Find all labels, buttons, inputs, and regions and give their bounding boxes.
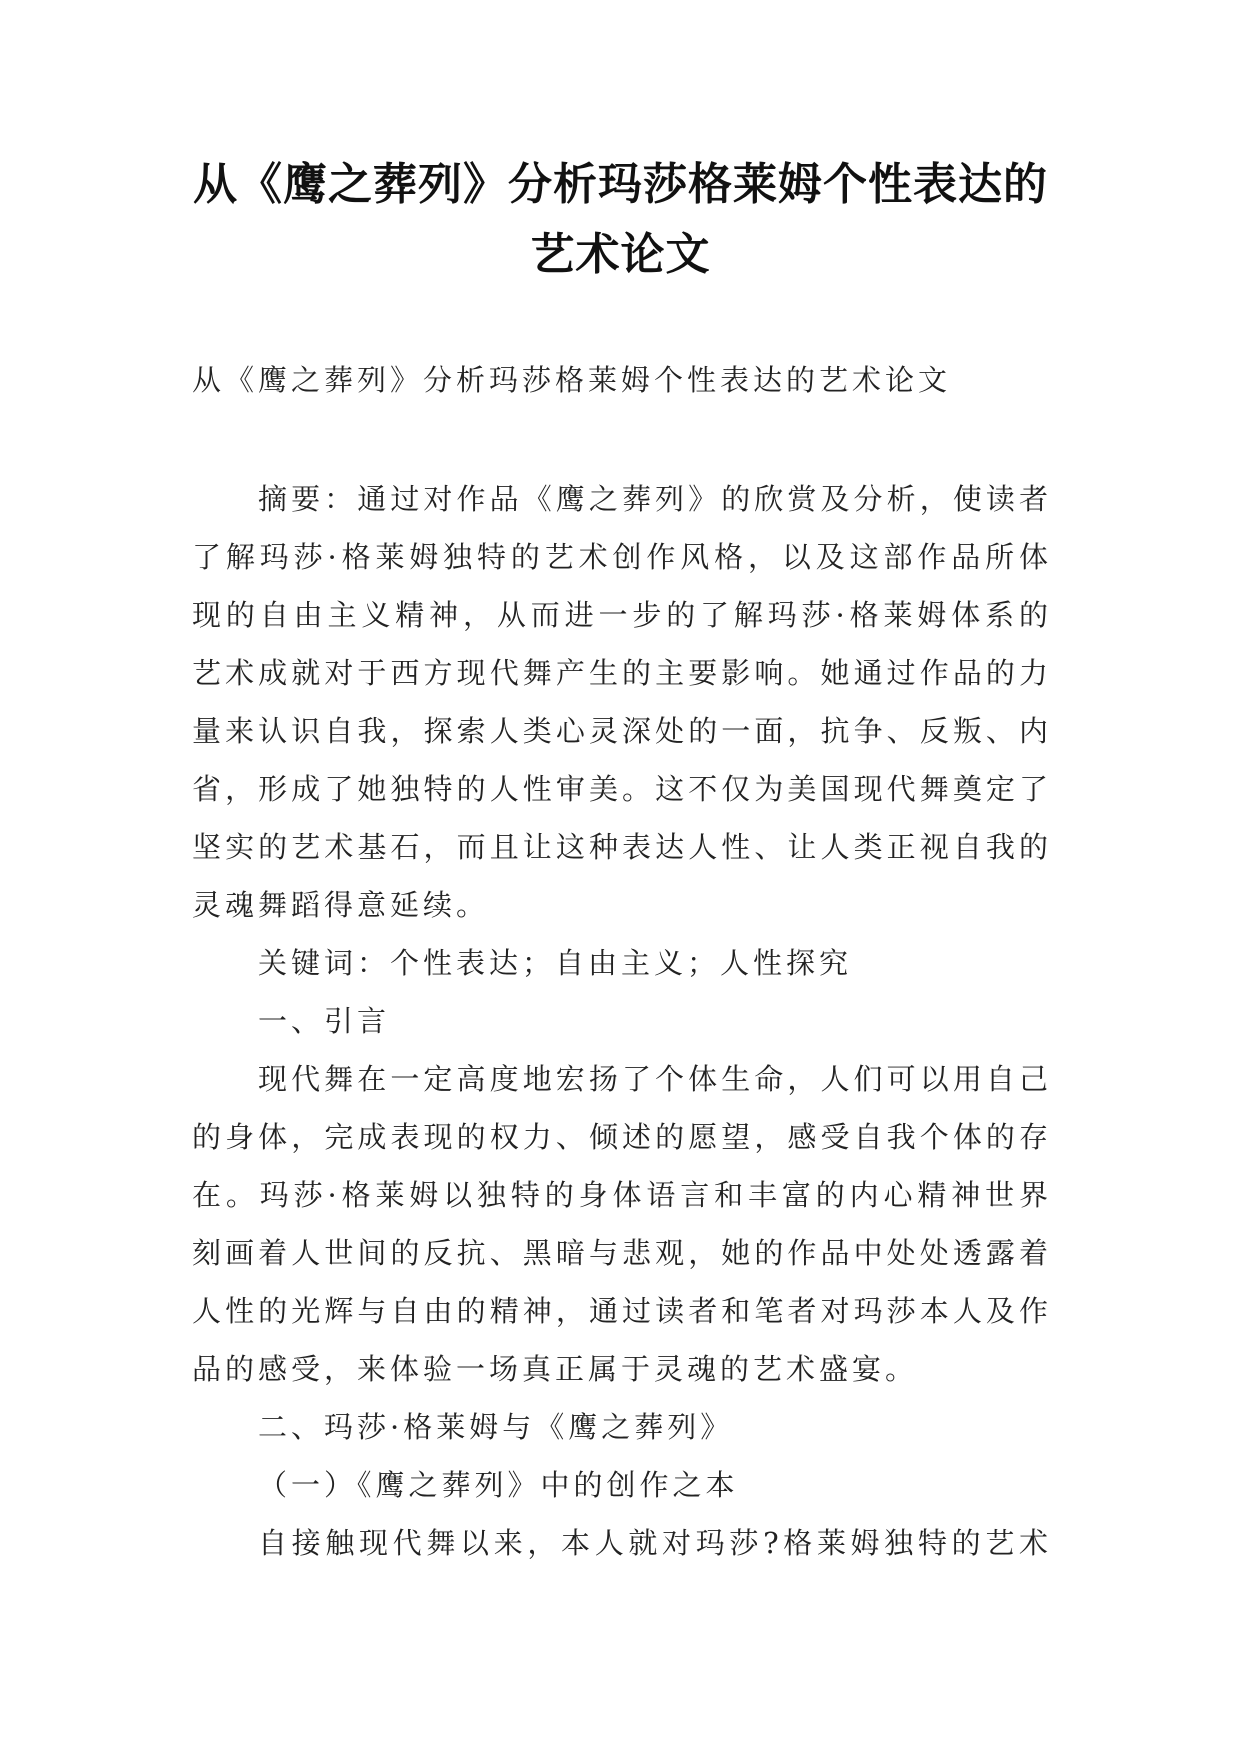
document-body (192, 470, 1052, 1572)
title-line-2: 艺术论文 (530, 229, 711, 280)
abstract-line: 量来认识自我，探索人类心灵深处的一面，抗争、反叛、内 (192, 714, 1052, 748)
section-2-heading (192, 1398, 1052, 1456)
abstract-paragraph (192, 470, 1052, 934)
abstract-line: 摘要：通过对作品《鹰之葬列》的欣赏及分析，使读者 (258, 482, 1052, 516)
abstract-line: 省，形成了她独特的人性审美。这不仅为美国现代舞奠定了 (192, 772, 1052, 806)
body-line: 品的感受，来体验一场真正属于灵魂的艺术盛宴。 (192, 1352, 919, 1386)
section-heading: 二、玛莎·格莱姆与《鹰之葬列》 (258, 1410, 734, 1444)
body-line: 刻画着人世间的反抗、黑暗与悲观，她的作品中处处透露着 (192, 1236, 1052, 1270)
document-title (150, 150, 1091, 290)
section-heading: 一、引言 (258, 1004, 391, 1038)
body-line: 现代舞在一定高度地宏扬了个体生命，人们可以用自己 (258, 1062, 1052, 1096)
subsection-heading: （一）《鹰之葬列》中的创作之本 (258, 1468, 739, 1502)
section-2-paragraph (192, 1514, 1052, 1572)
section-1-heading (192, 992, 1052, 1050)
abstract-line: 艺术成就对于西方现代舞产生的主要影响。她通过作品的力 (192, 656, 1052, 690)
body-line: 自接触现代舞以来，本人就对玛莎?格莱姆独特的艺术 (258, 1526, 1052, 1560)
title-line-1: 从《鹰之葬列》分析玛莎格莱姆个性表达的 (193, 159, 1048, 210)
section-2-subheading (192, 1456, 1052, 1514)
keywords-paragraph (192, 934, 1052, 992)
body-line: 在。玛莎·格莱姆以独特的身体语言和丰富的内心精神世界 (192, 1178, 1052, 1212)
abstract-line: 坚实的艺术基石，而且让这种表达人性、让人类正视自我的 (192, 830, 1052, 864)
body-line: 人性的光辉与自由的精神，通过读者和笔者对玛莎本人及作 (192, 1294, 1052, 1328)
keywords-line: 关键词：个性表达；自由主义；人性探究 (258, 946, 853, 980)
abstract-line: 了解玛莎·格莱姆独特的艺术创作风格，以及这部作品所体 (192, 540, 1052, 574)
section-1-paragraph (192, 1050, 1052, 1398)
abstract-line: 灵魂舞蹈得意延续。 (192, 888, 490, 922)
abstract-line: 现的自由主义精神，从而进一步的了解玛莎·格莱姆体系的 (192, 598, 1052, 632)
document-subtitle: 从《鹰之葬列》分析玛莎格莱姆个性表达的艺术论文 (192, 363, 952, 397)
body-line: 的身体，完成表现的权力、倾述的愿望，感受自我个体的存 (192, 1120, 1052, 1154)
